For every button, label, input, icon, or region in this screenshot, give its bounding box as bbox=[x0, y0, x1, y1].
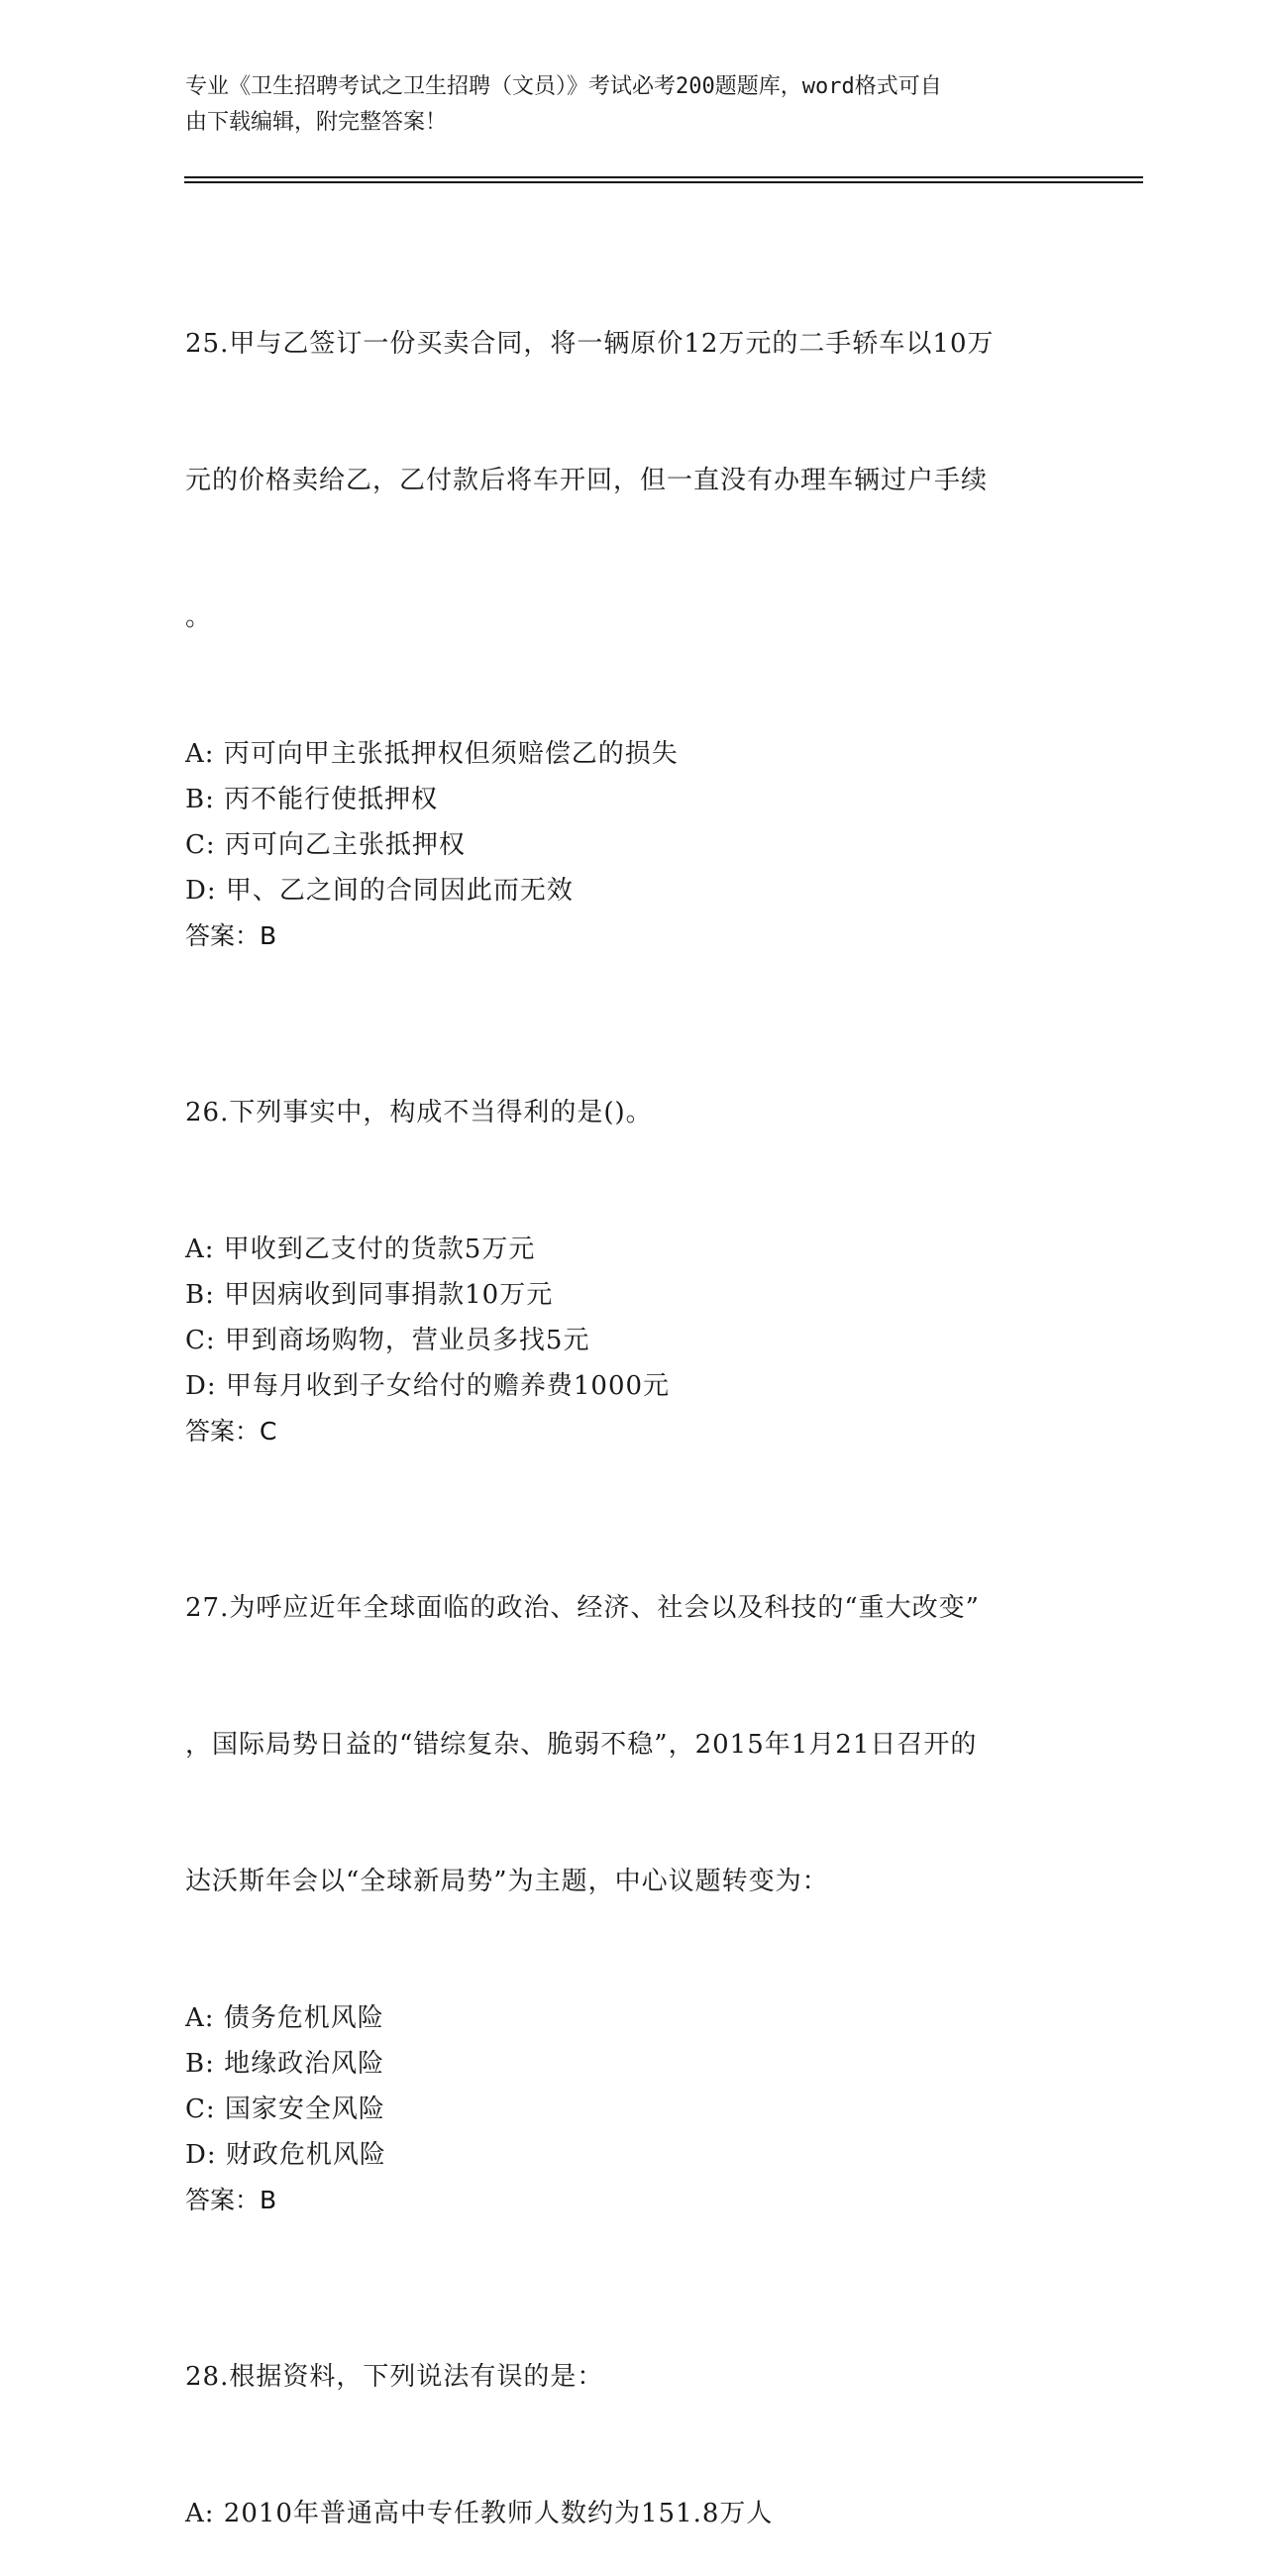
question-text-line: 26.下列事实中，构成不当得利的是()。 bbox=[185, 1098, 653, 1127]
option-a: A: 债务危机风险 bbox=[185, 2003, 384, 2033]
question-text bbox=[185, 1494, 1077, 1995]
header-rule-top bbox=[184, 176, 1143, 178]
question-text bbox=[185, 230, 1077, 731]
answer: 答案：B bbox=[185, 2186, 277, 2214]
question-list bbox=[185, 230, 1077, 2576]
option-b: B: 地缘政治风险 bbox=[185, 2049, 385, 2079]
question-25 bbox=[185, 230, 1077, 959]
option-a: A: 2010年普通高中专任教师人数约为151.8万人 bbox=[185, 2499, 774, 2528]
question-text-line: 28.根据资料，下列说法有误的是： bbox=[185, 2362, 604, 2392]
option-d: D: 甲每月收到子女给付的赡养费1000元 bbox=[185, 1371, 671, 1401]
option-c: C: 甲到商场购物，营业员多找5元 bbox=[185, 1326, 590, 1355]
question-text-line: ，国际局势日益的“错综复杂、脆弱不稳”，2015年1月21日召开的 bbox=[185, 1730, 978, 1760]
question-text-line: 达沃斯年会以“全球新局势”为主题，中心议题转变为： bbox=[185, 1867, 829, 1896]
question-text-line: 27.为呼应近年全球面临的政治、经济、社会以及科技的“重大改变” bbox=[185, 1593, 980, 1623]
header-line-2: 由下载编辑，附完整答案！ bbox=[185, 110, 448, 135]
header-line-1: 专业《卫生招聘考试之卫生招聘（文员）》考试必考200题题库，word格式可自 bbox=[185, 74, 942, 99]
question-text-line: 。 bbox=[185, 602, 213, 632]
option-d: D: 财政危机风险 bbox=[185, 2140, 386, 2170]
option-c: C: 丙可向乙主张抵押权 bbox=[185, 830, 466, 860]
document-header bbox=[185, 69, 1057, 141]
option-b: B: 丙不能行使抵押权 bbox=[185, 785, 439, 814]
option-a: A: 丙可向甲主张抵押权但须赔偿乙的损失 bbox=[185, 739, 679, 769]
question-text bbox=[185, 2263, 1077, 2491]
answer: 答案：C bbox=[185, 1417, 277, 1446]
option-a: A: 甲收到乙支付的货款5万元 bbox=[185, 1234, 536, 1264]
question-26 bbox=[185, 999, 1077, 1454]
question-text-line: 元的价格卖给乙，乙付款后将车开回，但一直没有办理车辆过户手续 bbox=[185, 466, 989, 495]
question-27 bbox=[185, 1494, 1077, 2223]
option-d: D: 甲、乙之间的合同因此而无效 bbox=[185, 876, 574, 906]
answer: 答案：B bbox=[185, 921, 277, 950]
option-b: B: 甲因病收到同事捐款10万元 bbox=[185, 1280, 554, 1310]
header-rule-bottom bbox=[184, 181, 1143, 183]
question-28 bbox=[185, 2263, 1077, 2536]
question-text bbox=[185, 999, 1077, 1227]
option-c: C: 国家安全风险 bbox=[185, 2094, 385, 2124]
question-text-line: 25.甲与乙签订一份买卖合同，将一辆原价12万元的二手轿车以10万 bbox=[185, 329, 995, 359]
